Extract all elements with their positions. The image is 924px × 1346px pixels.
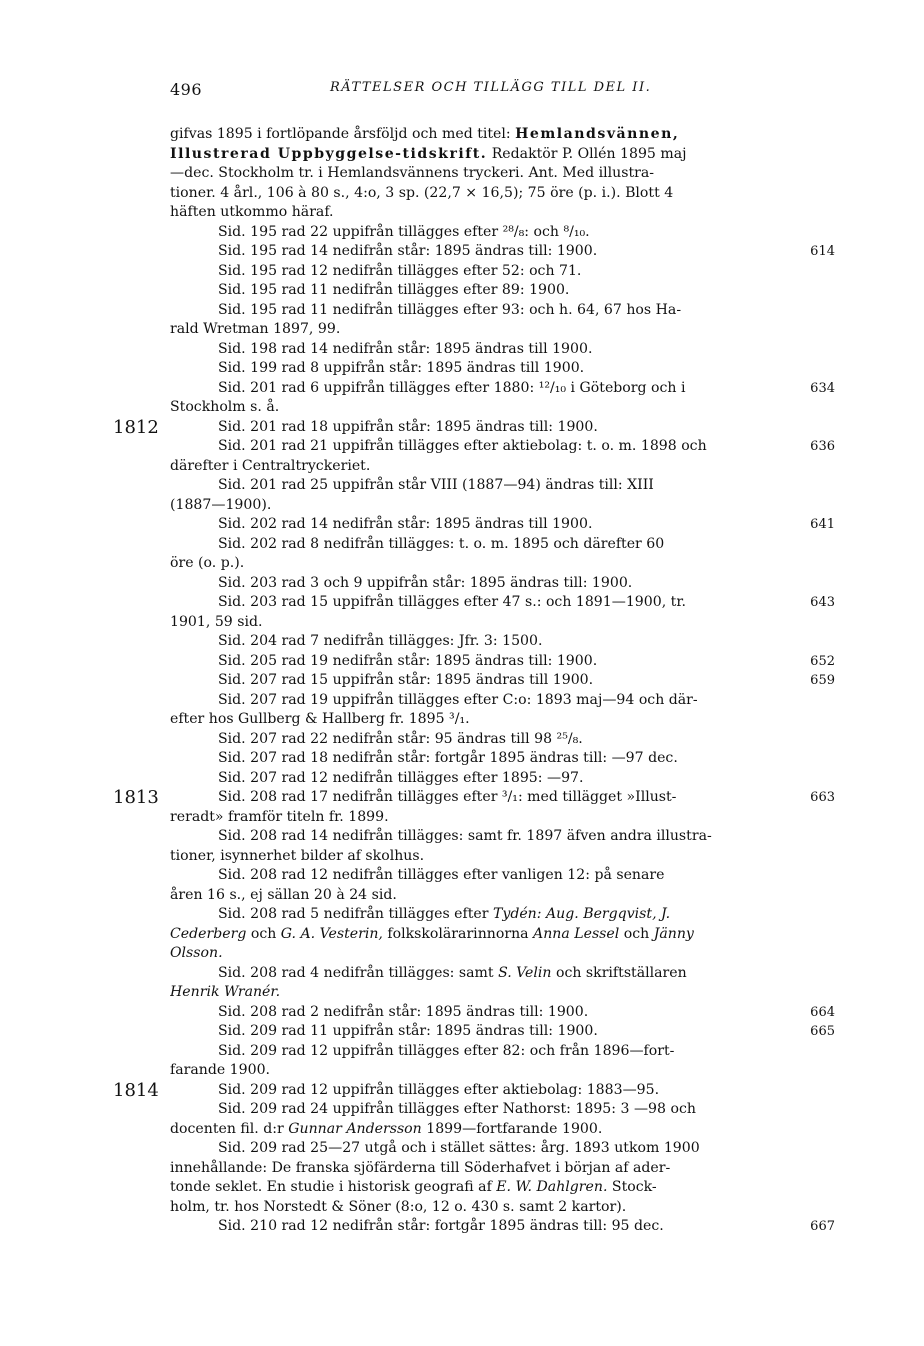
text-line [170,613,835,633]
title-emphasis: Hemlandsvännen, [515,126,680,142]
text-line [170,671,835,691]
text-line [170,535,835,555]
line-text: Sid. 204 rad 7 nedifrån tillägges: Jfr. 3: 1500. [218,633,543,649]
text-line [170,476,835,496]
text-line [170,632,835,652]
text-line [170,554,835,574]
text-line [170,1042,835,1062]
line-text: 1901, 59 sid. [170,613,263,630]
text-line [170,1139,835,1159]
page-reference: 652 [804,652,835,672]
margin-year: 1813 [113,787,159,808]
text-line [170,769,835,789]
line-text: rald Wretman 1897, 99. [170,321,341,337]
text-line [170,359,835,379]
line-text: Sid. 202 rad 14 nedifrån står: 1895 ändras till 1900. [218,516,593,532]
italic-name: E. W. Dahlgren. [496,1179,608,1195]
text-line [170,242,835,262]
text-line [170,886,835,906]
text-line [170,593,835,613]
text-line [170,1003,835,1023]
page-body [170,125,835,1237]
line-text: Sid. 198 rad 14 nedifrån står: 1895 ändras till 1900. [218,340,593,357]
text-line [170,866,835,886]
line-text: Sid. 202 rad 8 nedifrån tillägges: t. o. m. 1895 och därefter 60 [218,535,665,552]
text-line [170,515,835,535]
text-line [170,1061,835,1081]
line-text: Sid. 195 rad 22 uppifrån tillägges efter ²⁸/₈: och ⁸/₁₀. [218,223,590,240]
page-reference: 643 [804,593,835,613]
text-line [170,418,835,438]
line-text: Sid. 209 rad 25—27 utgå och i stället sättes: årg. 1893 utkom 1900 [218,1140,700,1156]
text-line [170,847,835,867]
text-line [170,1217,835,1237]
line-text: Sid. 195 rad 11 nedifrån tillägges efter 93: och h. 64, 67 hos Ha- [218,301,682,318]
line-text: Stock- [607,1179,657,1195]
line-text: Sid. 208 rad 12 nedifrån tillägges efter vanligen 12: på senare [218,867,665,883]
line-text: Sid. 201 rad 25 uppifrån står VIII (1887—94) ändras till: XIII [218,477,654,493]
line-text: och skriftställaren [551,964,687,981]
italic-name: Henrik Wranér. [170,984,281,1000]
line-text: Sid. 208 rad 4 nedifrån tillägges: samt [218,964,499,981]
text-line [170,944,835,964]
text-line [170,262,835,282]
line-text: Sid. 209 rad 11 uppifrån står: 1895 ändras till: 1900. [218,1023,598,1039]
line-text: tioner, isynnerhet bilder af skolhus. [170,847,425,864]
text-line [170,340,835,360]
text-line [170,574,835,594]
text-line [170,281,835,301]
line-text: reradt» framför titeln fr. 1899. [170,808,389,825]
line-text: folkskolärarinnorna [382,925,534,942]
italic-name: Gunnar Andersson [288,1120,422,1137]
line-text: Sid. 209 rad 12 uppifrån tillägges efter 82: och från 1896—fort- [218,1042,675,1059]
line-text: tonde seklet. En studie i historisk geografi af [170,1179,497,1195]
text-line [170,925,835,945]
line-text: efter hos Gullberg & Hallberg fr. 1895 ³/₁. [170,711,470,727]
text-line [170,827,835,847]
page-number: 496 [170,80,203,99]
text-line [170,691,835,711]
page-reference: 636 [804,437,835,457]
line-text: åren 16 s., ej sällan 20 à 24 sid. [170,886,397,903]
text-line [170,808,835,828]
line-text: Sid. 205 rad 19 nedifrån står: 1895 ändras till: 1900. [218,652,598,669]
text-line [170,1178,835,1198]
text-line [170,125,835,145]
page-reference: 641 [804,515,835,535]
text-line [170,203,835,223]
text-line [170,496,835,516]
line-text: docenten fil. d:r [170,1120,289,1137]
italic-name: Anna Lessel [533,925,620,942]
line-text: Sid. 207 rad 19 uppifrån tillägges efter C:o: 1893 maj—94 och där- [218,691,698,708]
text-line [170,730,835,750]
text-line [170,437,835,457]
page-reference: 664 [804,1003,835,1023]
line-text: Sid. 195 rad 14 nedifrån står: 1895 ändras till: 1900. [218,243,598,259]
line-text: innehållande: De franska sjöfärderna till Söderhafvet i början af ader- [170,1159,671,1176]
line-text: öre (o. p.). [170,555,245,571]
text-line [170,1159,835,1179]
text-line [170,905,835,925]
line-text: —dec. Stockholm tr. i Hemlandsvännens tryckeri. Ant. Med illustra- [170,165,655,181]
line-text: Sid. 208 rad 17 nedifrån tillägges efter ³/₁: med tillägget »Illust- [218,789,677,805]
page-reference: 659 [804,671,835,691]
title-emphasis: Illustrerad Uppbyggelse-tidskrift. [170,145,488,162]
line-text: Sid. 203 rad 3 och 9 uppifrån står: 1895 ändras till: 1900. [218,574,633,591]
text-line [170,1022,835,1042]
text-line [170,1198,835,1218]
line-text: Sid. 208 rad 14 nedifrån tillägges: samt fr. 1897 äfven andra illustra- [218,828,712,844]
italic-name: S. Velin [498,964,552,981]
line-text: Sid. 208 rad 2 nedifrån står: 1895 ändras till: 1900. [218,1003,589,1020]
line-text: tioner. 4 årl., 106 à 80 s., 4:o, 3 sp. (22,7 × 16,5); 75 öre (p. i.). Blott 4 [170,184,674,201]
line-text: Sid. 207 rad 12 nedifrån tillägges efter 1895: —97. [218,769,584,786]
line-text: Sid. 199 rad 8 uppifrån står: 1895 ändras till 1900. [218,360,585,376]
page-reference: 665 [804,1022,835,1042]
line-text: 1899—fortfarande 1900. [421,1120,603,1137]
text-line [170,983,835,1003]
line-text: Sid. 207 rad 15 uppifrån står: 1895 ändras till 1900. [218,672,594,688]
text-line [170,184,835,204]
line-text: holm, tr. hos Norstedt & Söner (8:o, 12 o. 430 s. samt 2 kartor). [170,1198,627,1215]
text-line [170,320,835,340]
line-text: Sid. 210 rad 12 nedifrån står: fortgår 1895 ändras till: 95 dec. [218,1218,664,1234]
line-text: (1887—1900). [170,496,272,513]
line-text: och [619,925,654,942]
line-text: Sid. 208 rad 5 nedifrån tillägges efter [218,906,493,922]
line-text: Sid. 203 rad 15 uppifrån tillägges efter 47 s.: och 1891—1900, tr. [218,594,686,610]
line-text: Sid. 209 rad 12 uppifrån tillägges efter aktiebolag: 1883—95. [218,1081,660,1098]
text-line [170,301,835,321]
running-title: RÄTTELSER OCH TILLÄGG TILL DEL II. [330,80,652,95]
line-text: Sid. 207 rad 22 nedifrån står: 95 ändras till 98 ²⁵/₈. [218,730,583,747]
line-text: Sid. 201 rad 21 uppifrån tillägges efter aktiebolag: t. o. m. 1898 och [218,438,707,454]
line-text: därefter i Centraltryckeriet. [170,457,371,474]
line-text: farande 1900. [170,1062,271,1078]
italic-name: Tydén: Aug. Bergqvist, J. [492,906,671,922]
line-text: Sid. 201 rad 18 uppifrån står: 1895 ändras till: 1900. [218,418,598,435]
text-line [170,1100,835,1120]
text-line [170,749,835,769]
page-reference: 667 [804,1217,835,1237]
italic-name: G. A. Vesterin, [280,925,383,942]
page-header [170,80,835,104]
italic-name: Olsson. [170,945,223,961]
italic-name: Cederberg [170,925,247,942]
page-reference: 614 [804,242,835,262]
text-line [170,164,835,184]
page-reference: 634 [804,379,835,399]
text-line [170,145,835,165]
text-line [170,398,835,418]
text-line [170,1120,835,1140]
text-line [170,652,835,672]
text-line [170,223,835,243]
line-text: Sid. 201 rad 6 uppifrån tillägges efter 1880: ¹²/₁₀ i Göteborg och i [218,379,686,396]
line-text: häften utkommo häraf. [170,204,334,220]
margin-year: 1812 [113,416,159,438]
text-line [170,1081,835,1101]
margin-year: 1814 [113,1079,159,1101]
text-line [170,379,835,399]
line-text: Stockholm s. å. [170,399,280,415]
line-text: Sid. 195 rad 12 nedifrån tillägges efter 52: och 71. [218,262,582,279]
line-text: Sid. 195 rad 11 nedifrån tillägges efter 89: 1900. [218,282,570,298]
line-text: och [246,925,281,942]
text-line [170,457,835,477]
page-reference: 663 [804,788,835,808]
text-line [170,710,835,730]
text-line [170,964,835,984]
text-line [170,788,835,808]
line-text: Redaktör P. Ollén 1895 maj [487,145,687,162]
italic-name: Jänny [653,925,694,942]
line-text: Sid. 207 rad 18 nedifrån står: fortgår 1895 ändras till: —97 dec. [218,750,678,766]
line-text: gifvas 1895 i fortlöpande årsföljd och med titel: [170,126,516,142]
line-text: Sid. 209 rad 24 uppifrån tillägges efter Nathorst: 1895: 3 —98 och [218,1101,696,1117]
